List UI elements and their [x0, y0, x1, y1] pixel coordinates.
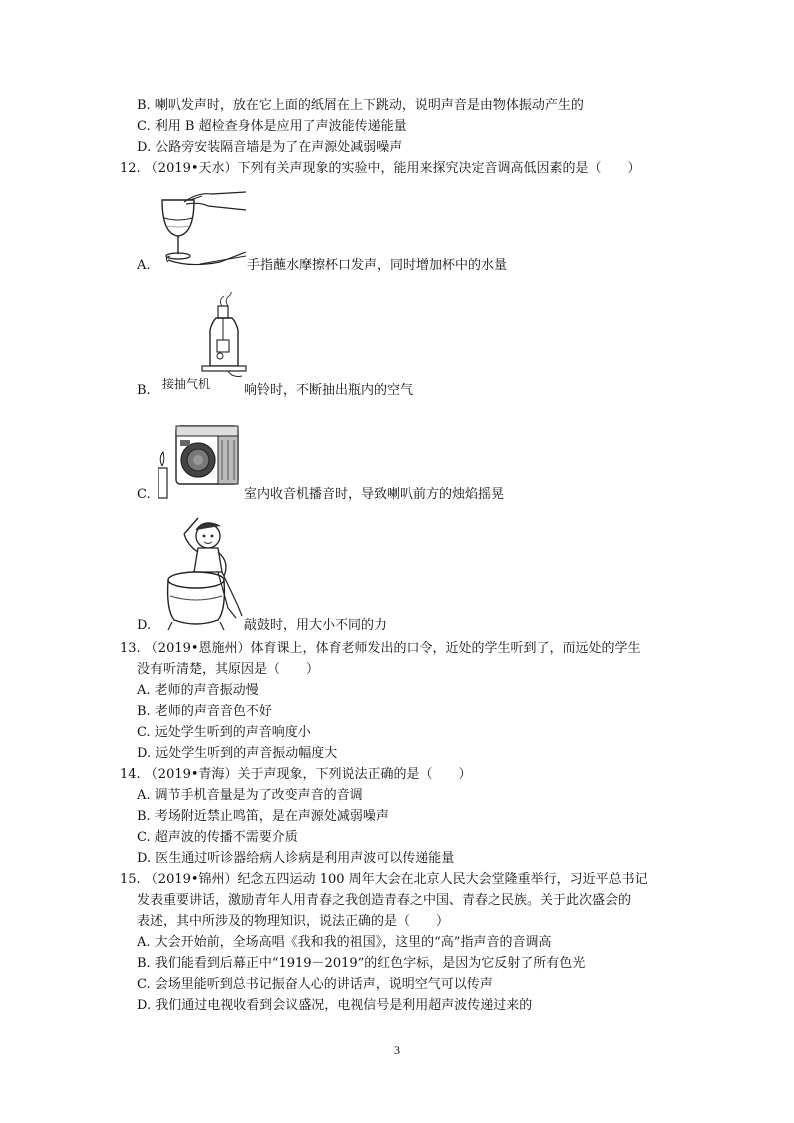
prev-option-d: D. 公路旁安装隔音墙是为了在声源处减弱噪声 [137, 140, 403, 155]
q13-option-d: D. 远处学生听到的声音振动幅度大 [137, 746, 338, 761]
q12-c-letter: C. [137, 487, 151, 502]
prev-option-b: B. 喇叭发声时，放在它上面的纸屑在上下跳动，说明声音是由物体振动产生的 [137, 98, 584, 113]
q14-option-a: A. 调节手机音量是为了改变声音的音调 [137, 788, 363, 803]
q12-d-letter: D. [137, 618, 152, 633]
q15-stem-line2: 发表重要讲话，激励青年人用青春之我创造青春之中国、青春之民族。关于此次盛会的 [137, 893, 632, 908]
q14-option-c: C. 超声波的传播不需要介质 [137, 830, 298, 845]
q12-c-text: 室内收音机播音时，导致喇叭前方的烛焰摇晃 [244, 487, 505, 502]
page-number: 3 [394, 1043, 400, 1057]
q14-option-d: D. 医生通过听诊器给病人诊病是利用声波可以传递能量 [137, 851, 455, 866]
q13-option-a: A. 老师的声音振动慢 [137, 683, 259, 698]
q12-b-letter: B. [137, 383, 151, 398]
q15-option-b: B. 我们能看到后幕正中“1919－2019”的红色字标，是因为它反射了所有色光 [137, 956, 586, 971]
q15-stem-line1: 15. （2019•锦州）纪念五四运动 100 周年大会在北京人民大会堂隆重举行，习近平总书记 [120, 872, 648, 887]
q13-option-c: C. 远处学生听到的声音响度小 [137, 725, 311, 740]
q13-stem-line2: 没有听清楚，其原因是（ ） [137, 662, 320, 677]
q14-option-b: B. 考场附近禁止鸣笛，是在声源处减弱噪声 [137, 809, 389, 824]
q12-b-text: 响铃时，不断抽出瓶内的空气 [244, 383, 414, 398]
q15-option-c: C. 会场里能听到总书记振奋人心的讲话声，说明空气可以传声 [137, 977, 493, 992]
q15-stem-line3: 表述，其中所涉及的物理知识，说法正确的是（ ） [137, 914, 450, 929]
bell-jar-figure [198, 292, 248, 384]
q15-option-d: D. 我们通过电视收看到会议盛况，电视信号是利用超声波传递过来的 [137, 998, 533, 1013]
radio-candle-figure [158, 418, 244, 502]
q12-stem: 12. （2019•天水）下列有关声现象的实验中，能用来探究决定音调高低因素的是（ ） [120, 161, 641, 176]
q13-option-b: B. 老师的声音音色不好 [137, 704, 272, 719]
drum-figure [158, 512, 244, 634]
q14-stem: 14. （2019•青海）关于声现象，下列说法正确的是（ ） [120, 767, 472, 782]
prev-option-c: C. 利用 B 超检查身体是应用了声波能传递能量 [137, 119, 407, 134]
wine-glass-figure [160, 190, 250, 270]
q12-a-letter: A. [137, 258, 151, 273]
q12-a-text: 手指蘸水摩擦杯口发声，同时增加杯中的水量 [247, 258, 508, 273]
q13-stem-line1: 13. （2019•恩施州）体育课上，体育老师发出的口令，近处的学生听到了，而远处的学生 [120, 641, 641, 656]
pump-label: 接抽气机 [162, 377, 211, 391]
q12-d-text: 敲鼓时，用大小不同的力 [244, 618, 388, 633]
q15-option-a: A. 大会开始前，全场高唱《我和我的祖国》，这里的“高”指声音的音调高 [137, 935, 552, 950]
